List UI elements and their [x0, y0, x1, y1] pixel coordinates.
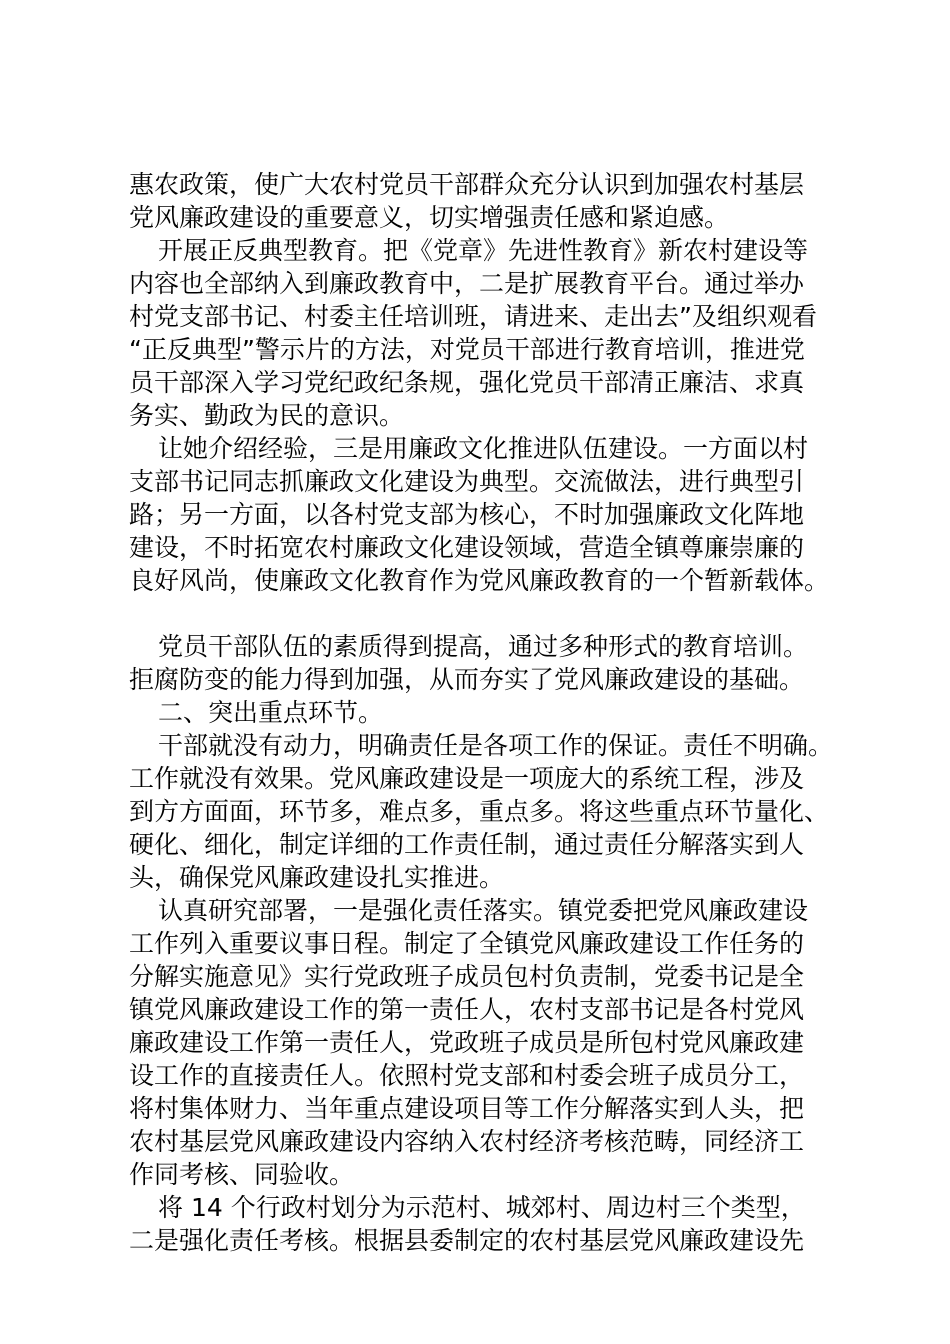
text-line: 内容也全部纳入到廉政教育中，二是扩展教育平台。通过举办 — [129, 269, 805, 298]
section-heading: 二、突出重点环节。 — [158, 698, 384, 727]
text-line: “正反典型”警示片的方法，对党员干部进行教育培训，推进党 — [129, 335, 805, 364]
text-line: 设工作的直接责任人。依照村党支部和村委会班子成员分工， — [129, 1061, 805, 1090]
paragraph-start-line: 将 14 个行政村划分为示范村、城郊村、周边村三个类型， — [158, 1193, 806, 1222]
text-line: 员干部深入学习党纪政纪条规，强化党员干部清正廉洁、求真 — [129, 368, 805, 397]
text-line: 村党支部书记、村委主任培训班，请进来、走出去”及组织观看 — [129, 302, 817, 331]
paragraph-start-line: 开展正反典型教育。把《党章》先进性教育》新农村建设等 — [158, 236, 809, 265]
paragraph-start-line: 认真研究部署，一是强化责任落实。镇党委把党风廉政建设 — [158, 896, 809, 925]
text-line: 廉政建设工作第一责任人，党政班子成员是所包村党风廉政建 — [129, 1028, 805, 1057]
text-line: 路；另一方面，以各村党支部为核心，不时加强廉政文化阵地 — [129, 500, 805, 529]
paragraph-gap — [129, 597, 849, 630]
text-line: 农村基层党风廉政建设内容纳入农村经济考核范畴，同经济工 — [129, 1127, 805, 1156]
text-line: 党风廉政建设的重要意义，切实增强责任感和紧迫感。 — [129, 203, 730, 232]
text-line: 工作就没有效果。党风廉政建设是一项庞大的系统工程，涉及 — [129, 764, 805, 793]
text-line: 作同考核、同验收。 — [129, 1160, 355, 1189]
text-line: 良好风尚，使廉政文化教育作为党风廉政教育的一个暂新载体。 — [129, 566, 830, 595]
text-line: 惠农政策，使广大农村党员干部群众充分认识到加强农村基层 — [129, 170, 805, 199]
text-line: 硬化、细化，制定详细的工作责任制，通过责任分解落实到人 — [129, 830, 805, 859]
text-line: 拒腐防变的能力得到加强，从而夯实了党风廉政建设的基础。 — [129, 665, 805, 694]
text-line: 建设，不时拓宽农村廉政文化建设领域，营造全镇尊廉崇廉的 — [129, 533, 805, 562]
text-line: 镇党风廉政建设工作的第一责任人，农村支部书记是各村党风 — [129, 995, 805, 1024]
text-line: 二是强化责任考核。根据县委制定的农村基层党风廉政建设先 — [129, 1226, 805, 1255]
text-line: 务实、勤政为民的意识。 — [129, 401, 405, 430]
body-text — [129, 168, 849, 1257]
text-line: 到方方面面，环节多，难点多，重点多。将这些重点环节量化、 — [129, 797, 830, 826]
text-line: 将村集体财力、当年重点建设项目等工作分解落实到人头，把 — [129, 1094, 805, 1123]
text-line: 工作列入重要议事日程。制定了全镇党风廉政建设工作任务的 — [129, 929, 805, 958]
text-line: 支部书记同志抓廉政文化建设为典型。交流做法，进行典型引 — [129, 467, 805, 496]
paragraph-start-line: 干部就没有动力，明确责任是各项工作的保证。责任不明确。 — [158, 731, 834, 760]
text-line: 头，确保党风廉政建设扎实推进。 — [129, 863, 505, 892]
text-line: 分解实施意见》实行党政班子成员包村负责制，党委书记是全 — [129, 962, 805, 991]
paragraph-start-line: 让她介绍经验，三是用廉政文化推进队伍建设。一方面以村 — [158, 434, 809, 463]
paragraph-start-line: 党员干部队伍的素质得到提高，通过多种形式的教育培训。 — [158, 632, 809, 661]
